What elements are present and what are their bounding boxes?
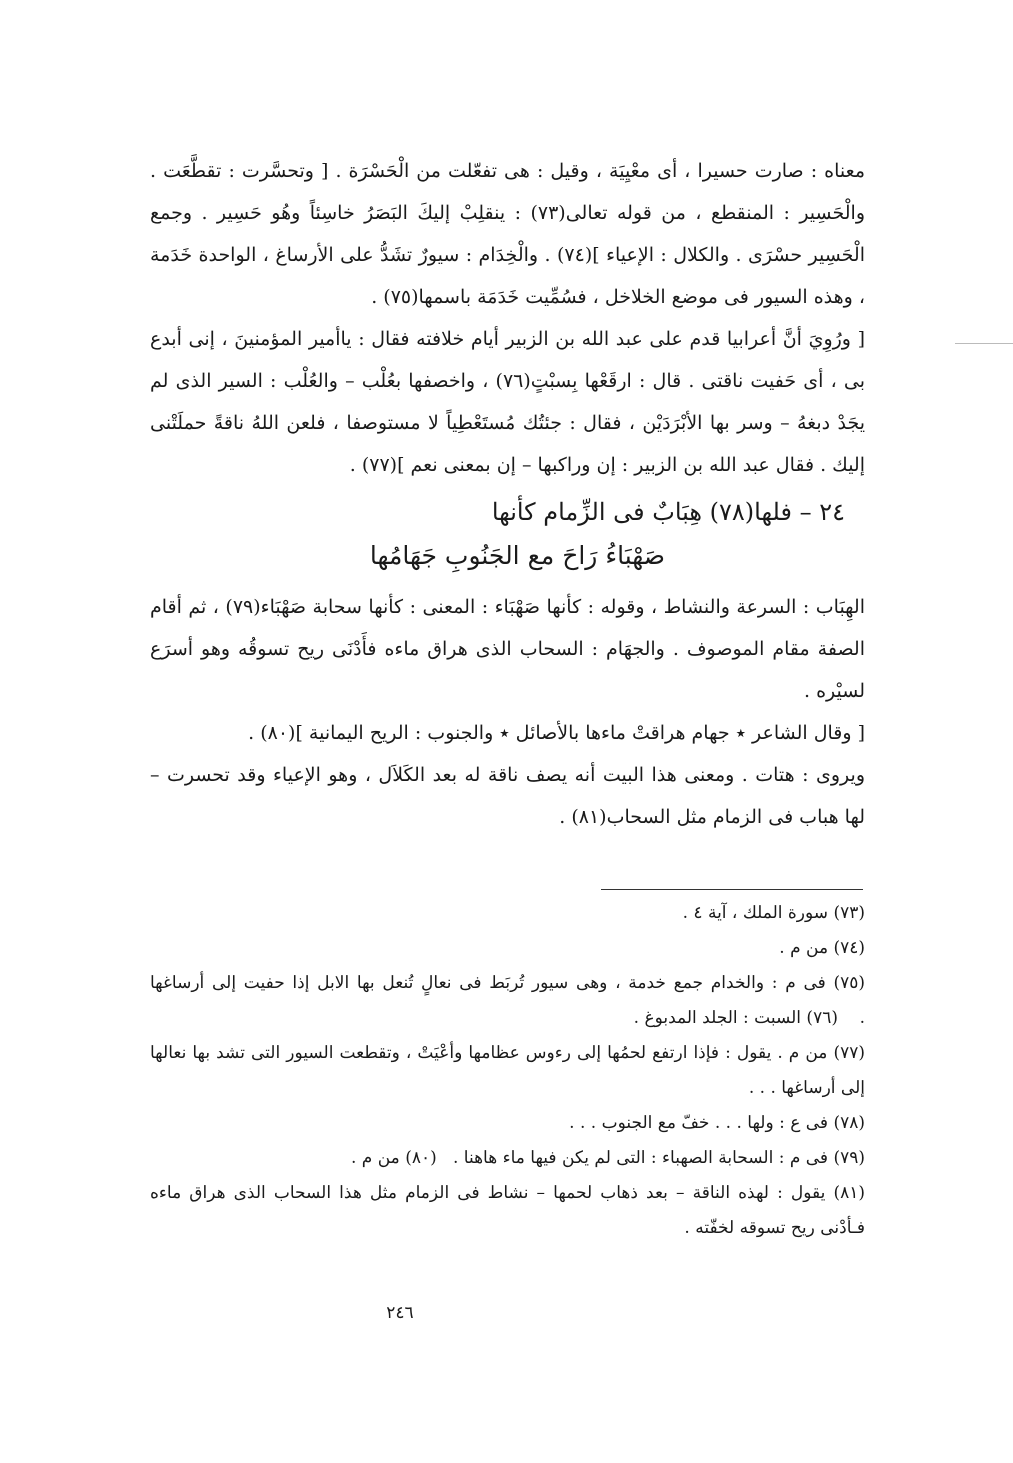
paragraph-2: [ ورُوِيَ أنَّ أعرابيا قدم على عبد الله بن الزبير أيام خلافته فقال : ياأمير المؤمنينَ ، إنى أبدع بى ، أى حَفيت ناقتى . قال : ارقَعْها بِسبْتٍ(٧٦) ، واخصفها بعُلْب – والعُلْب : السير الذى لم يجَدْ دبغهُ – وسر بها الأبْرَدَيْن ، فقال : جئتُك مُستَعْطِياً لا مستوصفا ، فلعن اللهُ ناقةً حملَتْنى إليك . فقال عبد الله بن الزبير : إن وراكبها – إن بمعنى نعم ](٧٧) .: [150, 328, 865, 476]
paragraph-3: الهِبَاب : السرعة والنشاط ، وقوله : كأنها صَهْبَاء : المعنى : كأنها سحابة صَهْبَاء(٧٩) ، ثم أقام الصفة مقام الموصوف . والجهَام : السحاب الذى هراق ماءه فأَدْنَى ريح تسوقُه وهو أسرَع لسيْره .: [150, 596, 865, 702]
footnote-80: (٨٠) من م .: [351, 1148, 437, 1168]
verse-line-1: ٢٤ – فلها(٧٨) هِبَابٌ فى الزِّمام كأنها: [491, 498, 845, 526]
paragraph-5: ويروى : هتات . ومعنى هذا البيت أنه يصف ناقة له بعد الكَلاَل ، وهو الإعياء وقد تحسرت – لها هباب فى الزمام مثل السحاب(٨١) .: [150, 764, 865, 828]
verse-line-2: صَهْبَاءُ رَاحَ مع الجَنُوبِ جَهَامُها: [369, 541, 665, 570]
page-number: ٢٤٦: [386, 1303, 414, 1323]
verse: [150, 490, 865, 578]
footnote-75-76: [150, 966, 865, 1036]
main-text: [150, 150, 865, 838]
footnote-78: (٧٨) فى ع : ولها . . . خفّ مع الجنوب . . .: [569, 1113, 865, 1133]
footnote-separator: [601, 889, 863, 890]
footnotes: [150, 896, 865, 1246]
footnote-76: (٧٦) السبت : الجلد المدبوغ .: [633, 1008, 838, 1028]
paragraph-1: معناه : صارت حسيرا ، أى معْيِيَة ، وقيل : هى تفعّلت من الْحَسْرَة . [ وتحسَّرت : تقطَّعَت . والْحَسِير : المنقطع ، من قوله تعالى(٧٣) : ينقلِبْ إليكَ البَصَرُ خاسِئاً وهُو حَسِير . وجمع الْحَسِير حسْرَى . والكلال : الإعياء ](٧٤) . والْخِدَام : سيورٌ تشَدُّ على الأرساغ ، الواحدة خَدَمة ، وهذه السيور فى موضع الخلاخل ، فسُمِّيت خَدَمَة باسمها(٧٥) .: [150, 160, 865, 308]
footnote-79-80: [150, 1141, 865, 1176]
footnote-79: (٧٩) فى م : السحابة الصهباء : التى لم يكن فيها ماء هاهنا .: [452, 1148, 865, 1168]
paragraph-4: [ وقال الشاعر ٭ جهام هراقتْ ماءها بالأصائل ٭ والجنوب : الريح اليمانية ](٨٠) .: [248, 722, 865, 744]
footnote-74: (٧٤) من م .: [779, 938, 865, 958]
footnote-73: (٧٣) سورة الملك ، آية ٤ .: [682, 903, 865, 923]
footnote-75: (٧٥) فى م : والخدام جمع خدمة ، وهى سيور تُربَط فى نعالٍ تُنعل بها الابل إذا حفيت إلى أرساغها .: [150, 973, 865, 1028]
footnote-81: (٨١) يقول : لهذه الناقة – بعد ذهاب لحمها – نشاط فى الزمام مثل هذا السحاب الذى هراق ماءه فـأدْنى ريح تسوقه لخفّته .: [150, 1183, 865, 1238]
margin-line: [955, 343, 1013, 344]
footnote-77: (٧٧) من م . يقول : فإذا ارتفع لحمُها إلى رءوس عظامها وأعْيَتْ ، وتقطعت السيور التى تشد بها نعالها إلى أرساغها . . .: [150, 1043, 865, 1098]
